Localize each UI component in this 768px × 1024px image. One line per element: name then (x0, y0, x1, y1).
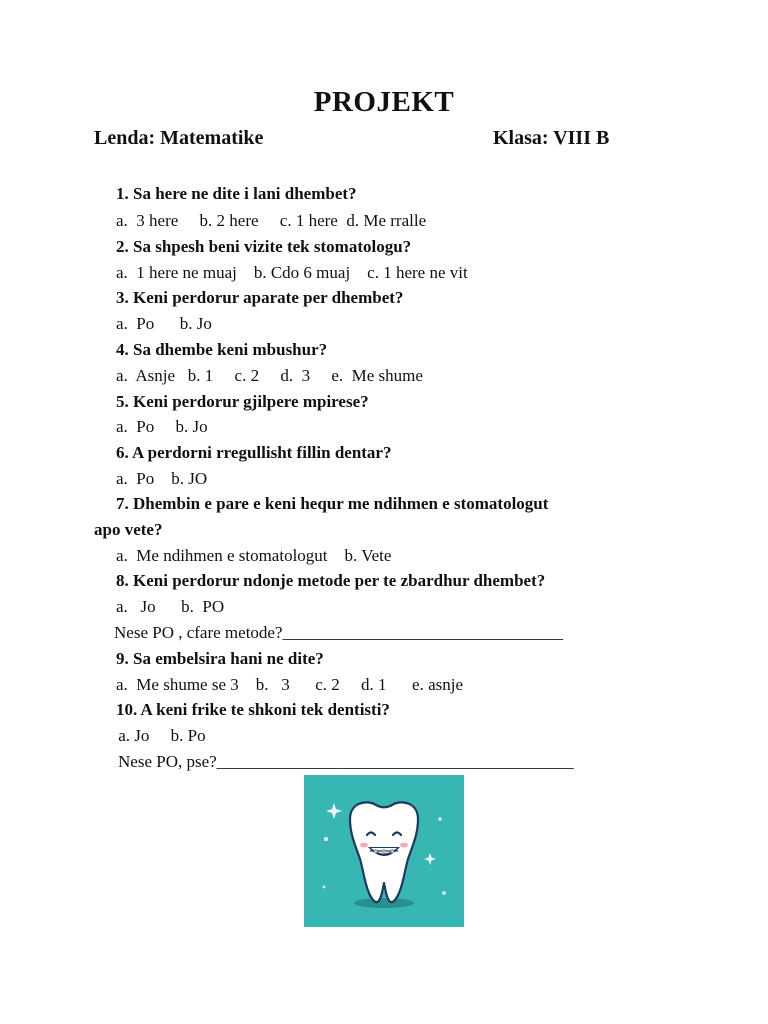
answers-8: a. Jo b. PO (116, 597, 225, 616)
question-7: 7. Dhembin e pare e keni hequr me ndihmen e stomatologut (116, 494, 549, 513)
answers-2: a. 1 here ne muaj b. Cdo 6 muaj c. 1 here ne vit (116, 263, 468, 282)
answers-5: a. Po b. Jo (116, 417, 208, 436)
answers-1: a. 3 here b. 2 here c. 1 here d. Me rralle (116, 211, 427, 230)
class-label: Klasa: VIII B (493, 127, 610, 149)
answers-10: a. Jo b. Po (114, 726, 206, 745)
question-9: 9. Sa embelsira hani ne dite? (116, 649, 324, 668)
question-7-continuation: apo vete? (94, 520, 163, 539)
question-1: 1. Sa here ne dite i lani dhembet? (116, 184, 357, 203)
question-3: 3. Keni perdorur aparate per dhembet? (116, 288, 404, 307)
answers-4: a. Asnje b. 1 c. 2 d. 3 e. Me shume (116, 366, 423, 385)
followup-10: Nese PO, pse?__________________________________________ (118, 752, 574, 771)
question-6: 6. A perdorni rregullisht fillin dentar? (116, 443, 392, 462)
question-4: 4. Sa dhembe keni mbushur? (116, 340, 328, 359)
followup-8: Nese PO , cfare metode?_________________________________ (114, 623, 564, 642)
question-8: 8. Keni perdorur ndonje metode per te zbardhur dhembet? (116, 571, 546, 590)
question-10: 10. A keni frike te shkoni tek dentisti? (116, 700, 390, 719)
smiling-tooth-icon (304, 775, 464, 927)
page-title: PROJEKT (313, 86, 455, 118)
subject-label: Lenda: Matematike (94, 127, 264, 149)
answers-7: a. Me ndihmen e stomatologut b. Vete (116, 546, 392, 565)
answers-3: a. Po b. Jo (116, 314, 212, 333)
tooth-illustration (304, 775, 464, 927)
answers-6: a. Po b. JO (116, 469, 208, 488)
question-5: 5. Keni perdorur gjilpere mpirese? (116, 392, 369, 411)
question-2: 2. Sa shpesh beni vizite tek stomatologu? (116, 237, 412, 256)
answers-9: a. Me shume se 3 b. 3 c. 2 d. 1 e. asnje (116, 675, 464, 694)
